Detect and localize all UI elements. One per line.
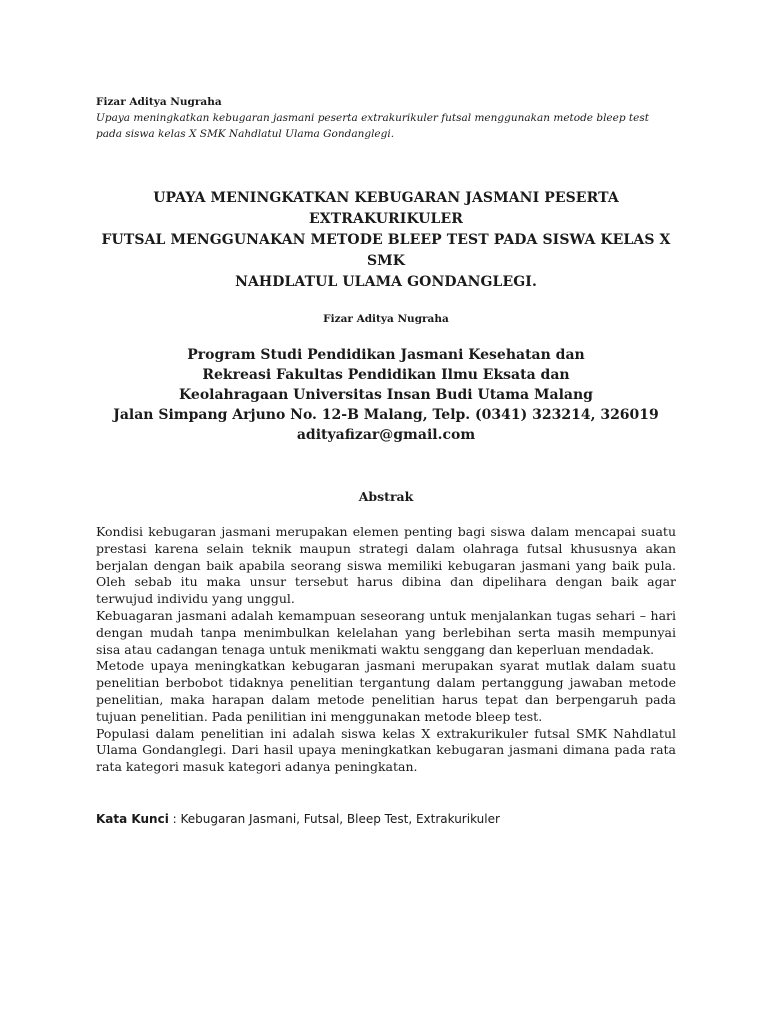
abstract-paragraph: Metode upaya meningkatkan kebugaran jasmani merupakan syarat mutlak dalam suatu penelitian berbobot tidaknya penelitian tergantung dalam pertanggung jawaban metode penelitian, maka harapan dalam metode penelitian harus tepat dan berpengaruh pada tujuan penelitian. Pada penilitian ini menggunakan metode bleep test. [96, 658, 676, 724]
abstract-paragraph: Populasi dalam penelitian ini adalah siswa kelas X extrakurikuler futsal SMK Nahdlatul Ulama Gondanglegi. Dari hasil upaya meningkatkan kebugaran jasmani dimana pada rata rata kategori masuk kategori adanya peningkatan. [96, 725, 676, 775]
affiliation-line: Keolahragaan Universitas Insan Budi Utama Malang [179, 387, 593, 403]
author-affiliation [96, 345, 676, 445]
title-line: NAHDLATUL ULAMA GONDANGLEGI. [235, 274, 537, 290]
affiliation-line: Rekreasi Fakultas Pendidikan Ilmu Eksata dan [202, 367, 570, 383]
title-line: UPAYA MENINGKATKAN KEBUGARAN JASMANI PESERTA EXTRAKURIKULER [153, 190, 619, 227]
header-author: Fizar Aditya Nugraha [96, 96, 222, 108]
author-byline: Fizar Aditya Nugraha [323, 313, 449, 325]
abstract-body [96, 524, 676, 776]
keywords-separator: : [168, 811, 181, 826]
abstract-paragraph: Kebuagaran jasmani adalah kemampuan seseorang untuk menjalankan tugas sehari – hari dengan mudah tanpa menimbulkan kelelahan yang berlebihan serta masih mempunyai sisa atau cadangan tenaga untuk menikmati waktu senggang dan keperluan mendadak. [96, 607, 676, 657]
header-subtitle: Upaya meningkatkan kebugaran jasmani peserta extrakurikuler futsal menggunakan metode bleep test pada siswa kelas X SMK Nahdlatul Ulama Gondanglegi. [96, 112, 649, 140]
keywords-label: Kata Kunci [96, 811, 169, 826]
title-line: FUTSAL MENGGUNAKAN METODE BLEEP TEST PADA SISWA KELAS X SMK [101, 232, 671, 269]
keywords-text: Kebugaran Jasmani, Futsal, Bleep Test, Extrakurikuler [180, 811, 500, 826]
affiliation-line: Jalan Simpang Arjuno No. 12-B Malang, Telp. (0341) 323214, 326019 [113, 407, 659, 423]
keywords [96, 811, 676, 828]
abstract-paragraph: Kondisi kebugaran jasmani merupakan elemen penting bagi siswa dalam mencapai suatu prestasi karena selain teknik maupun strategi dalam olahraga futsal khususnya akan berjalan dengan baik apabila seorang siswa memiliki kebugaran jasmani yang baik pula. Oleh sebab itu maka unsur tersebut harus dibina dan dipelihara dengan baik agar terwujud individu yang unggul. [96, 524, 676, 607]
author-email: adityafizar@gmail.com [296, 427, 476, 443]
abstract-heading: Abstrak [358, 489, 414, 504]
paper-title [96, 188, 676, 293]
affiliation-line: Program Studi Pendidikan Jasmani Kesehatan dan [187, 347, 585, 363]
running-header [96, 0, 676, 142]
